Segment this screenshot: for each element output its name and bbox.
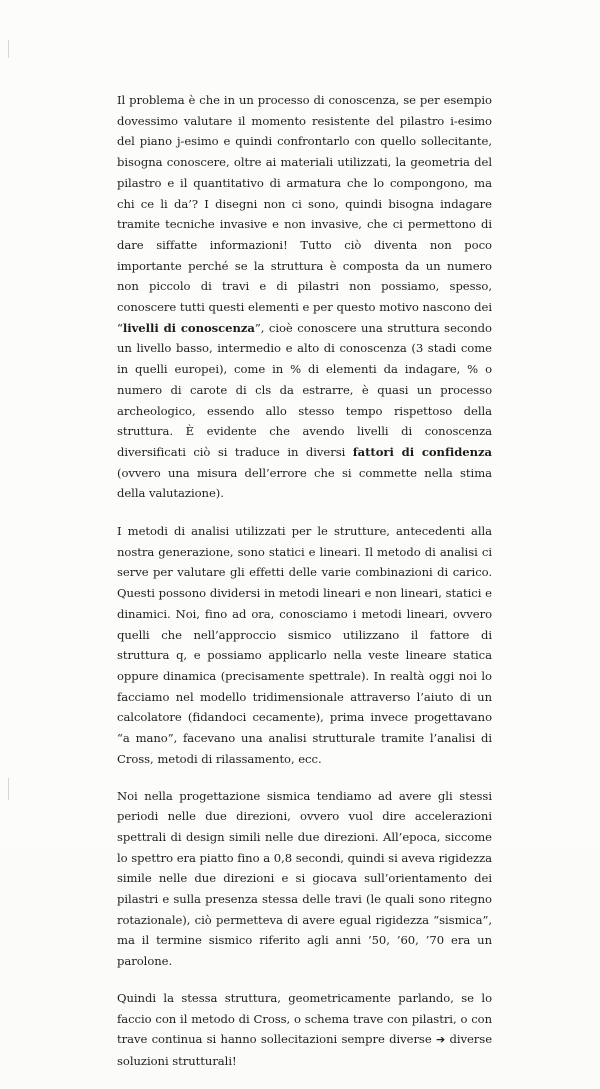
- arrow-right-icon: ➔: [435, 1033, 446, 1047]
- text-span: I metodi di analisi utilizzati per le strutture, antecedenti alla nostra generazione, sono statici e lineari. Il metodo di analisi ci serve per valutare gli effetti delle varie combinazioni di carico. Questi possono dividersi in metodi lineari e non lineari, statici e dinamici. Noi, fino ad ora, conosciamo i metodi lineari, ovvero quelli che nell’approccio sismico utilizzano il fattore di struttura q, e possiamo applicarlo nella veste lineare statica oppure dinamica (precisamente spettrale). In realtà oggi noi lo facciamo nel modello tridimensionale attraverso l’aiuto di un calcolatore (fidandoci cecamente), prima invece progettavano “a mano”, facevano una analisi strutturale tramite l’analisi di Cross, metodi di rilassamento, ecc.: [117, 524, 492, 766]
- text-span: Noi nella progettazione sismica tendiamo ad avere gli stessi periodi nelle due direzioni, ovvero vuol dire accelerazioni spettrali di design simili nelle due direzioni. All’epoca, siccome lo spettro era piatto fino a 0,8 secondi, quindi si aveva rigidezza simile nelle due direzioni e si giocava sull’orientamento dei pilastri e sulla presenza stessa delle travi (le quali sono ritegno rotazionale), ciò permetteva di avere egual rigidezza “sismica”, ma il termine sismico riferito agli anni ’50, ’60, ’70 era un parolone.: [117, 788, 492, 969]
- text-span: (ovvero una misura dell’errore che si commette nella stima della valutazione).: [117, 465, 492, 501]
- paragraph-structural-solutions: [117, 988, 492, 1072]
- text-span: diverse soluzioni strutturali!: [117, 1032, 492, 1068]
- paragraph-analysis-methods: [117, 521, 492, 769]
- paragraph-knowledge-levels: [117, 90, 492, 504]
- text-span: ”, cioè conoscere una struttura secondo un livello basso, intermedio e alto di conoscenza (3 stadi come in quelli europei), come in % di elementi da indagare, % o numero di carote di cls da estrarre, è quasi un processo archeologico, essendo allo stesso tempo rispettoso della struttura. È evidente che avendo livelli di conoscenza diversificati ciò si traduce in diversi: [117, 320, 492, 459]
- document-body: [117, 90, 492, 1089]
- text-span: Quindi la stessa struttura, geometricamente parlando, se lo faccio con il metodo di Cross, o schema trave con pilastri, o con trave continua si hanno sollecitazioni sempre diverse: [117, 990, 492, 1047]
- paragraph-seismic-design: [117, 786, 492, 972]
- bold-term-fattori-di-confidenza: fattori di confidenza: [352, 444, 492, 459]
- bold-term-livelli-di-conoscenza: livelli di conoscenza: [122, 320, 255, 335]
- scan-edge-mark: [8, 40, 9, 58]
- text-span: Il problema è che in un processo di conoscenza, se per esempio dovessimo valutare il momento resistente del pilastro i-esimo del piano j-esimo e quindi confrontarlo con quello sollecitante, bisogna conoscere, oltre ai materiali utilizzati, la geometria del pilastro e il quantitativo di armatura che lo compongono, ma chi ce li da’? I disegni non ci sono, quindi bisogna indagare tramite tecniche invasive e non invasive, che ci permettono di dare siffatte informazioni! Tutto ciò diventa non poco importante perché se la struttura è composta da un numero non piccolo di travi e di pilastri non possiamo, spesso, conoscere tutti questi elementi e per questo motivo nascono dei “: [117, 93, 492, 335]
- scan-edge-mark: [8, 778, 9, 800]
